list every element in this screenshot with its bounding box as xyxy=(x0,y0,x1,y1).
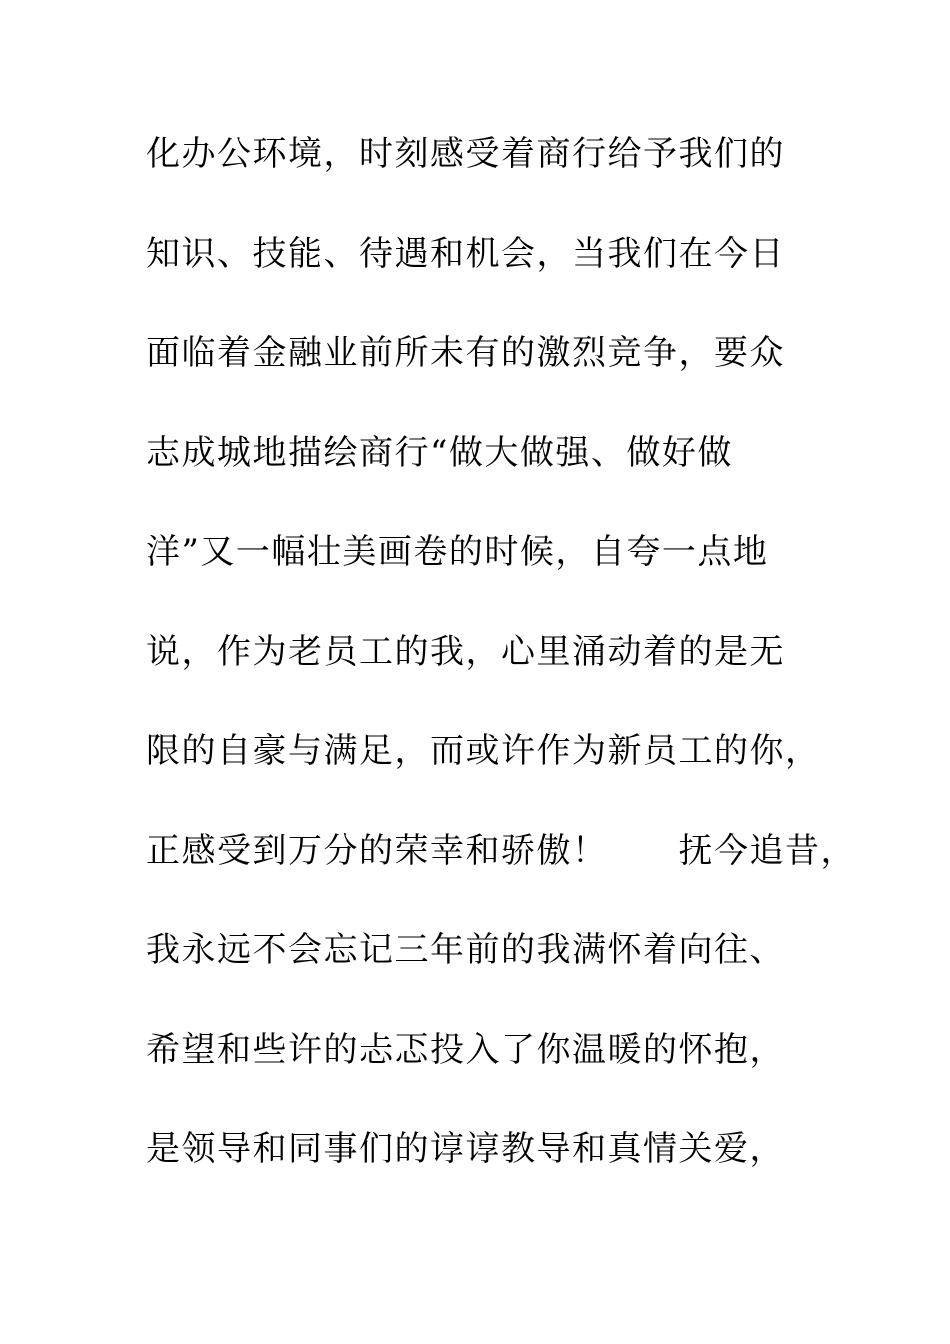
text-line-9: 我永远不会忘记三年前的我满怀着向往、 xyxy=(146,930,785,970)
text-line-7: 限的自豪与满足，而或许作为新员工的你， xyxy=(146,731,821,771)
text-line-10: 希望和些许的忐忑投入了你温暖的怀抱， xyxy=(146,1029,785,1070)
text-line-1: 化办公环境，时刻感受着商行给予我们的 xyxy=(146,134,785,174)
text-line-3: 面临着金融业前所未有的激烈竞争，要众 xyxy=(146,333,785,373)
text-line-2: 知识、技能、待遇和机会，当我们在今日 xyxy=(146,233,785,274)
text-line-11: 是领导和同事们的谆谆教导和真情关爱， xyxy=(146,1129,785,1169)
text-line-8: 正感受到万分的荣幸和骄傲！ 抚今追昔， xyxy=(146,830,856,871)
text-line-4: 志成城地描绘商行“做大做强、做好做 xyxy=(146,432,733,473)
text-line-6: 说，作为老员工的我，心里涌动着的是无 xyxy=(146,631,785,672)
body-text xyxy=(146,124,856,1219)
text-line-5: 洋”又一幅壮美画卷的时候，自夸一点地 xyxy=(146,532,769,572)
